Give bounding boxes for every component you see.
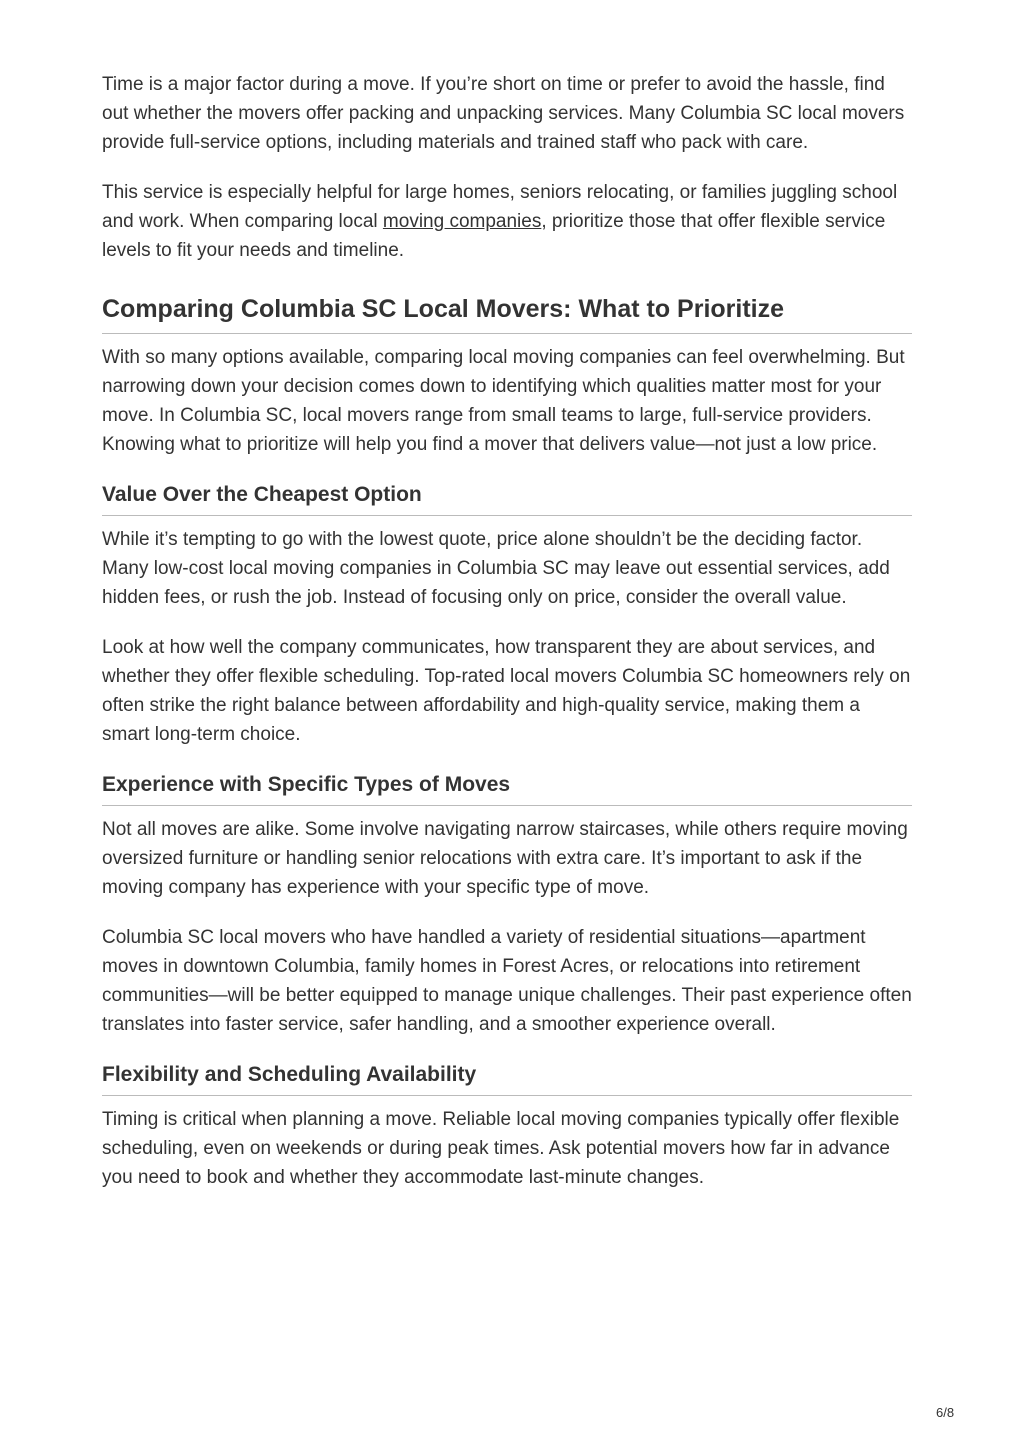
value-paragraph-2: Look at how well the company communicates, how transparent they are about services, and whether they offer flexible scheduling. Top-rated local movers Columbia SC homeowners rely on often strike the right balance between affordability and high-quality service, making them a smart long-term choice. <box>102 637 911 745</box>
intro-paragraph-2-text-after: , prioritize those that offer flexible service levels to fit your needs and timeline. <box>102 211 886 261</box>
value-paragraph-1: While it’s tempting to go with the lowest quote, price alone shouldn’t be the deciding factor. Many low-cost local moving companies in Columbia SC may leave out essential services, add hidden fees, or rush the job. Instead of focusing only on price, consider the overall value. <box>102 529 890 608</box>
article-body <box>102 70 912 1213</box>
intro-paragraph-1: Time is a major factor during a move. If you’re short on time or prefer to avoid the hassle, find out whether the movers offer packing and unpacking services. Many Columbia SC local movers provide full-service options, including materials and trained staff who pack with care. <box>102 74 905 153</box>
moving-companies-link[interactable]: moving companies <box>382 211 542 232</box>
intro-paragraph-2-text-before: This service is especially helpful for large homes, seniors relocating, or families juggling school and work. When comparing local <box>102 182 898 232</box>
page-number: 6/8 <box>936 1405 955 1420</box>
subheading-flexibility: Flexibility and Scheduling Availability <box>102 1060 912 1096</box>
subheading-value: Value Over the Cheapest Option <box>102 480 912 516</box>
subheading-experience: Experience with Specific Types of Moves <box>102 770 912 806</box>
experience-paragraph-1: Not all moves are alike. Some involve navigating narrow staircases, while others require moving oversized furniture or handling senior relocations with extra care. It’s important to ask if the moving company has experience with your specific type of move. <box>102 819 908 898</box>
comparing-paragraph-1: With so many options available, comparing local moving companies can feel overwhelming. But narrowing down your decision comes down to identifying which qualities matter most for your move. In Columbia SC, local movers range from small teams to large, full-service providers. Knowing what to prioritize will help you find a mover that delivers value—not just a low price. <box>102 347 905 455</box>
intro-paragraph-2 <box>102 178 912 265</box>
section-heading-comparing: Comparing Columbia SC Local Movers: What to Prioritize <box>102 291 912 334</box>
experience-paragraph-2: Columbia SC local movers who have handled a variety of residential situations—apartment moves in downtown Columbia, family homes in Forest Acres, or relocations into retirement communities—will be better equipped to manage unique challenges. Their past experience often translates into faster service, safer handling, and a smoother experience overall. <box>102 927 912 1035</box>
flexibility-paragraph-1: Timing is critical when planning a move. Reliable local moving companies typically offer flexible scheduling, even on weekends or during peak times. Ask potential movers how far in advance you need to book and whether they accommodate last-minute changes. <box>102 1109 900 1188</box>
